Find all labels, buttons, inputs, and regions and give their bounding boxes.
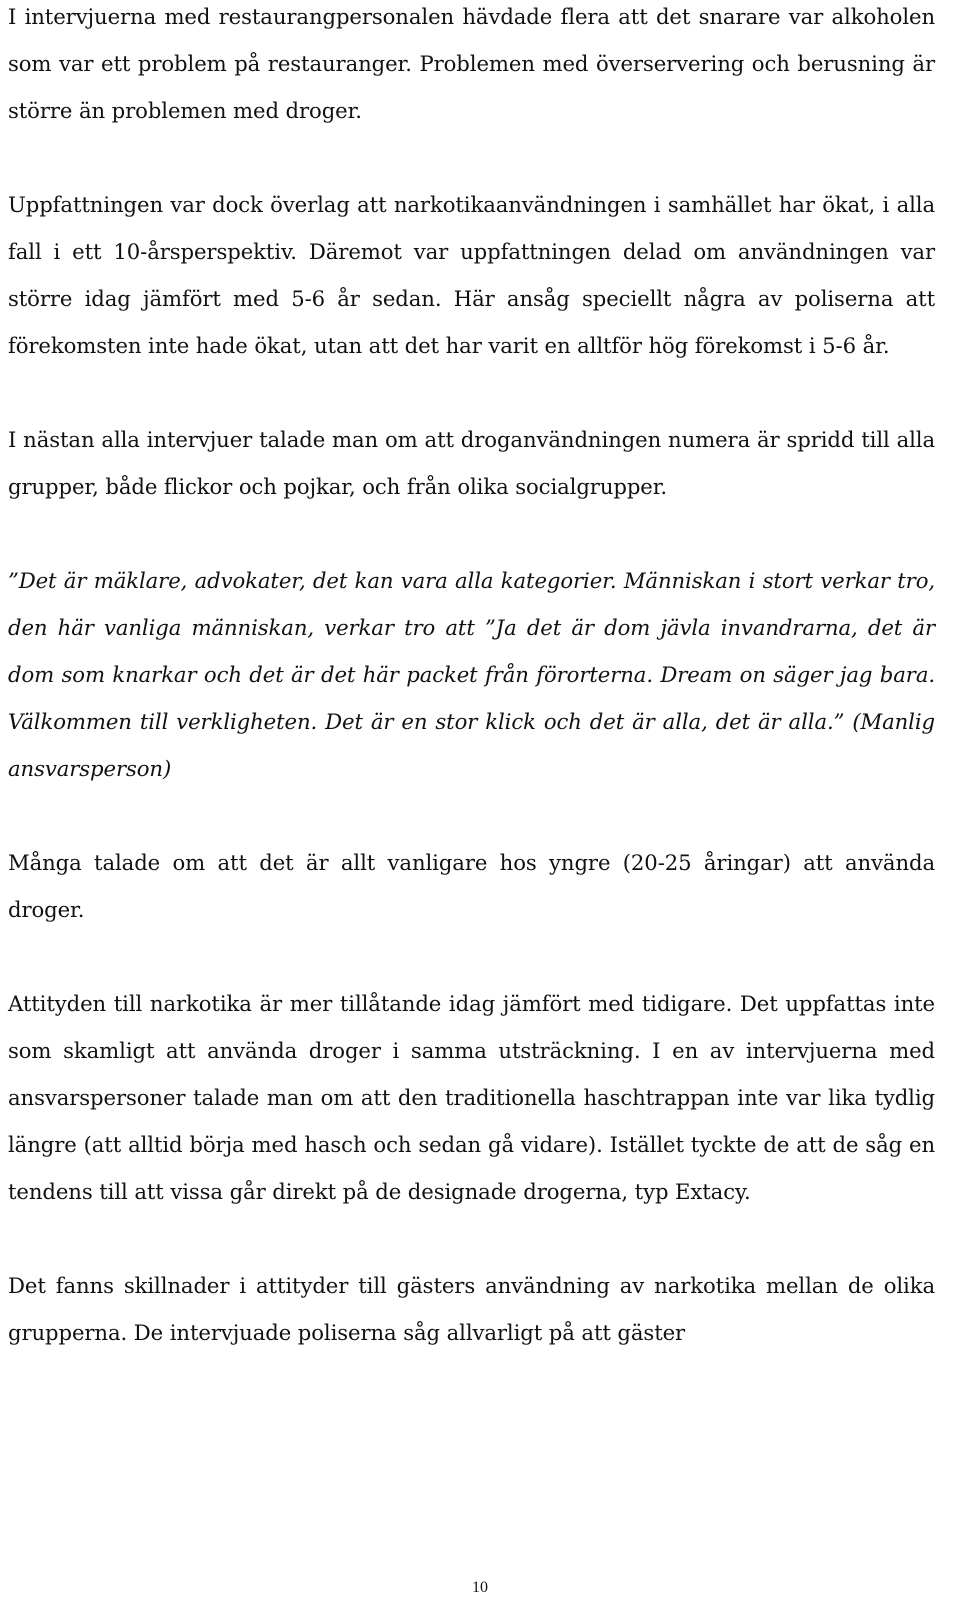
paragraph-narcotics-increase: Uppfattningen var dock överlag att narkotikaanvändningen i samhället har ökat, i alla fall i ett 10-årsperspektiv. Däremot var uppfattningen delad om användningen var större idag jämfört med 5-6 år sedan. Här ansåg speciellt några av poliserna att förekomsten inte hade ökat, utan att det har varit en alltför hög förekomst i 5-6 år.: [8, 192, 935, 358]
paragraph-younger-users: Många talade om att det är allt vanligare hos yngre (20-25 åringar) att använda droger.: [8, 850, 935, 922]
page-number: 10: [472, 1579, 488, 1596]
interview-quote: ”Det är mäklare, advokater, det kan vara alla kategorier. Människan i stort verkar tro, den här vanliga människan, verkar tro att ”Ja det är dom jävla invandrarna, det är dom som knarkar och det är det här packet från förorterna. Dream on säger jag bara. Välkommen till verkligheten. Det är en stor klick och det är alla, det är alla.” (Manlig ansvarsperson): [8, 568, 935, 781]
document-body: [8, 0, 935, 1356]
paragraph-differences: Det fanns skillnader i attityder till gästers användning av narkotika mellan de olika grupperna. De intervjuade poliserna såg allvarligt på att gäster: [8, 1273, 935, 1345]
paragraph-attitude: Attityden till narkotika är mer tillåtande idag jämfört med tidigare. Det uppfattas inte som skamligt att använda droger i samma utsträckning. I en av intervjuerna med ansvarspersoner talade man om att den traditionella haschtrappan inte var lika tydlig längre (att alltid börja med hasch och sedan gå vidare). Istället tyckte de att de såg en tendens till att vissa går direkt på de designade drogerna, typ Extacy.: [8, 991, 935, 1204]
paragraph-restaurant-alcohol: I intervjuerna med restaurangpersonalen hävdade flera att det snarare var alkoholen som var ett problem på restauranger. Problemen med överservering och berusning är större än problemen med droger.: [8, 4, 935, 123]
paragraph-spread-groups: I nästan alla intervjuer talade man om att droganvändningen numera är spridd till alla grupper, både flickor och pojkar, och från olika socialgrupper.: [8, 427, 935, 499]
